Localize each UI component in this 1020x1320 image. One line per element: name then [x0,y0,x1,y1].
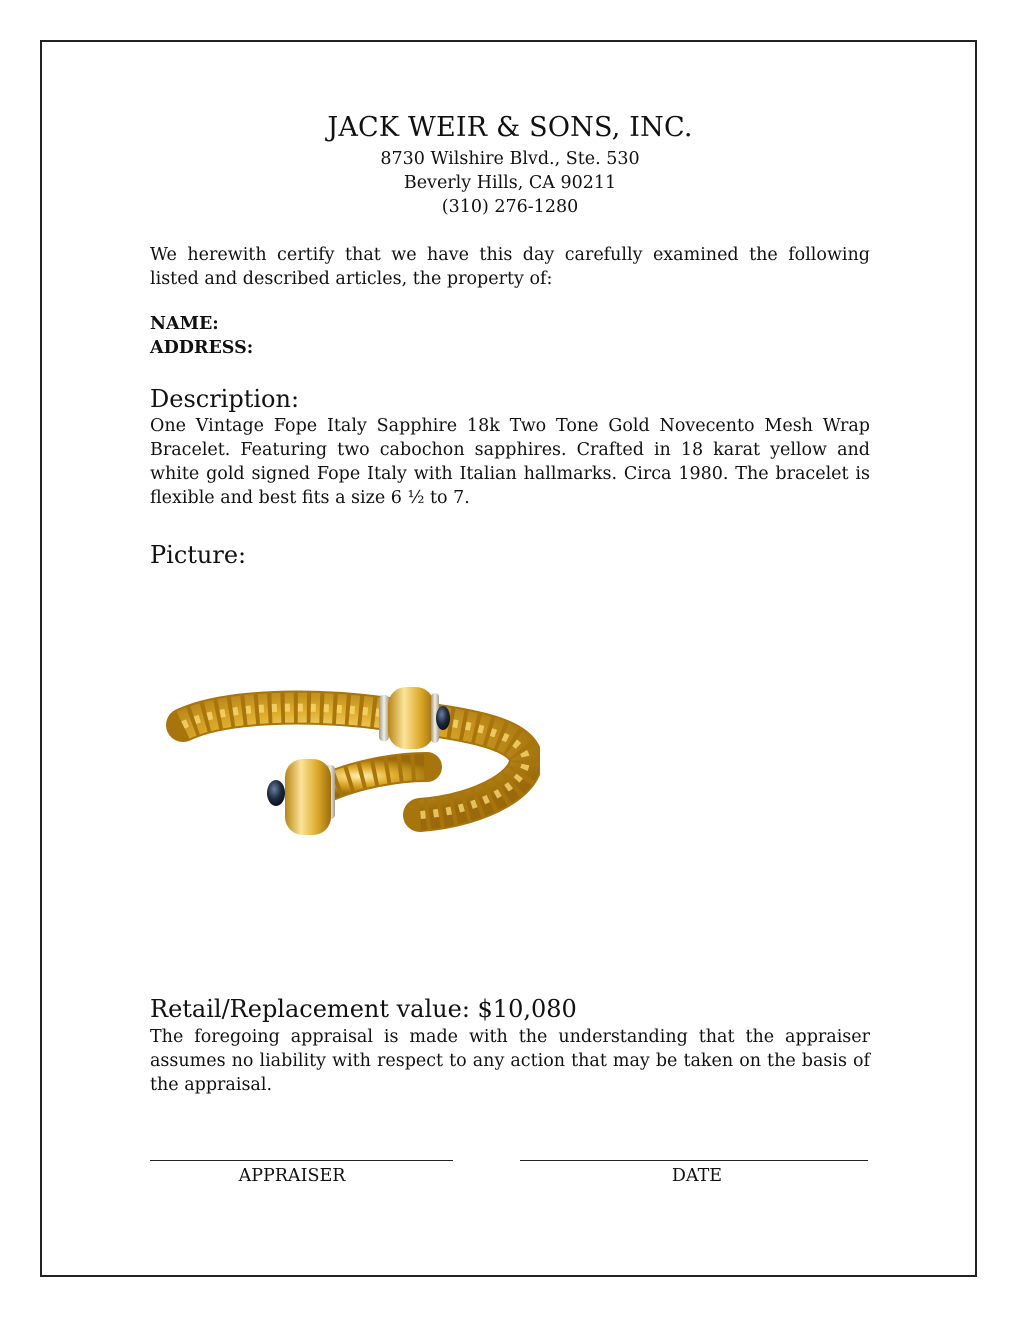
name-label: NAME: [150,314,219,334]
description-heading: Description: [150,385,300,413]
bracelet-photo [165,675,540,845]
mesh-back [183,708,526,815]
company-address-line1: 8730 Wilshire Blvd., Ste. 530 [380,149,640,169]
replacement-value: Retail/Replacement value: $10,080 [150,995,577,1023]
disclaimer-text: The foregoing appraisal is made with the understanding that the appraiser assumes no liability with respect to any action that may be taken on the basis of the appraisal. [150,1027,870,1095]
end-cap-lower [267,759,335,835]
company-name: JACK WEIR & SONS, INC. [327,112,693,143]
picture-heading: Picture: [150,541,247,569]
certification-text: We herewith certify that we have this day carefully examined the following listed and described articles, the property of: [150,245,870,289]
company-phone: (310) 276-1280 [441,197,579,217]
end-cap-upper [379,687,450,749]
company-address-line2: Beverly Hills, CA 90211 [403,173,617,193]
description-text: One Vintage Fope Italy Sapphire 18k Two Tone Gold Novecento Mesh Wrap Bracelet. Featuring two cabochon sapphires. Crafted in 18 karat yellow and white gold signed Fope Italy with Italian hallmarks. Circa 1980. The bracelet is flexible and best fits a size 6 ½ to 7. [150,416,870,508]
address-label: ADDRESS: [150,338,254,358]
appraiser-signature-line [150,1160,453,1161]
date-label: DATE [671,1166,723,1186]
date-signature-line [520,1160,868,1161]
appraiser-label: APPRAISER [238,1166,346,1186]
